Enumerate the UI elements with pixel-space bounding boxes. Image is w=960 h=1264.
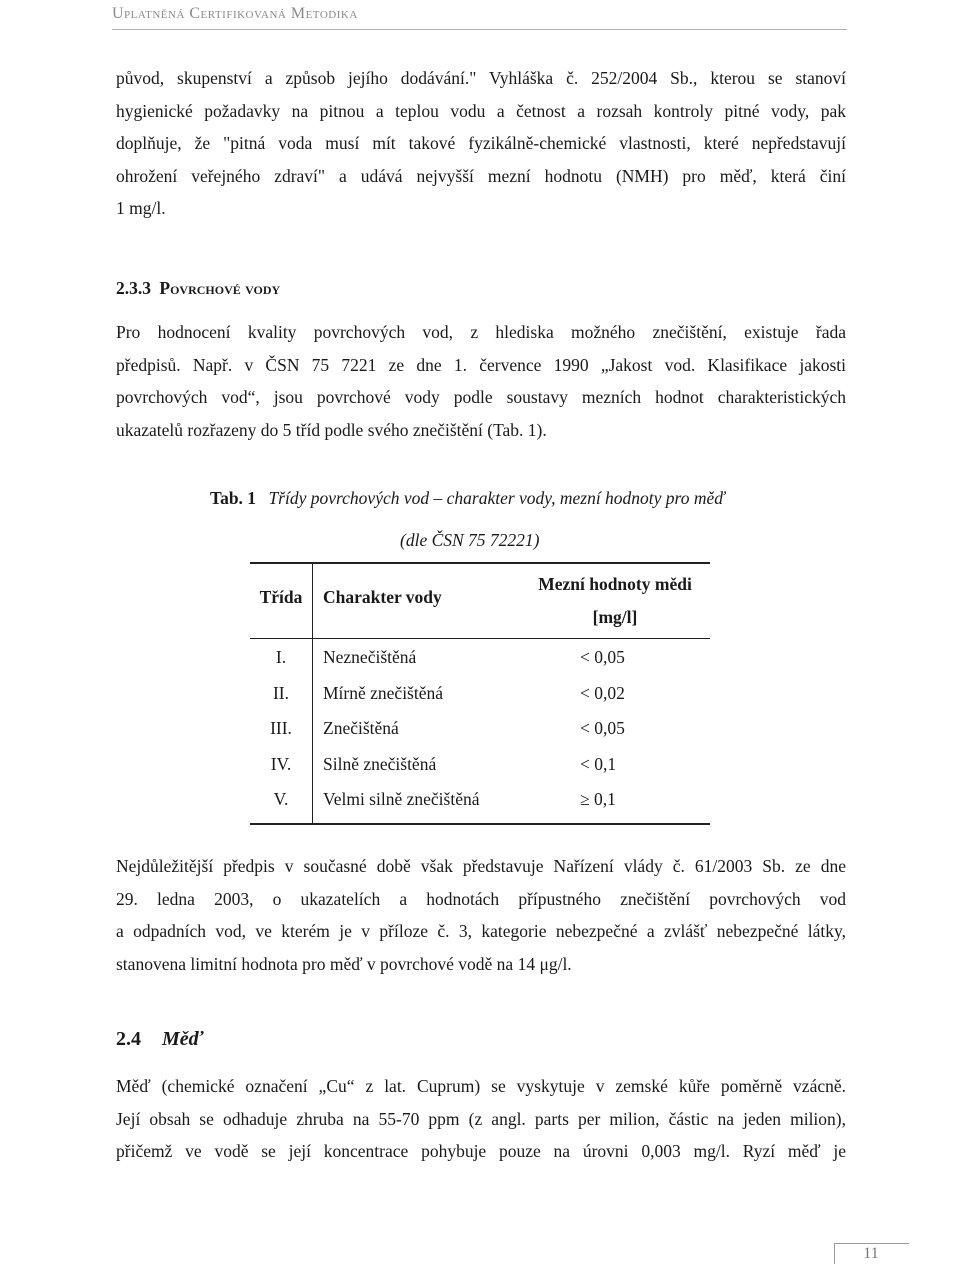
text-line: doplňuje, že "pitná voda musí mít takové fyzikálně-chemické vlastnosti, které nepředstavují (116, 133, 846, 153)
cell-operator: < (580, 718, 590, 738)
running-header (112, 5, 358, 23)
section-heading-2-3-3 (116, 278, 280, 299)
page-number: 11 (863, 1245, 879, 1262)
cell-class: V. (273, 789, 289, 809)
text-line: ukazatelů rozřazeny do 5 tříd podle svého znečištění (Tab. 1). (116, 419, 547, 440)
section-number: 2.3.3 (116, 278, 151, 298)
text-line: 1 mg/l. (116, 198, 166, 218)
cell-character: Velmi silně znečištěná (323, 789, 480, 809)
header-limit-unit: [mg/l] (592, 607, 638, 627)
header-class: Třída (259, 587, 303, 607)
table-row (250, 641, 710, 677)
cell-character: Neznečištěná (323, 647, 417, 667)
text-line: povrchových vod“, jsou povrchové vody podle soustavy mezních hodnot charakteristických (116, 387, 846, 407)
paragraph-4 (116, 1070, 846, 1168)
header-limit-title: Mezní hodnoty mědi (538, 574, 692, 594)
cell-value: 0,05 (594, 718, 625, 738)
text-line: přičemž ve vodě se její koncentrace pohybuje pouze na úrovni 0,003 mg/l. Ryzí měď je (116, 1141, 846, 1161)
table-row (250, 748, 710, 784)
cell-character: Silně znečištěná (323, 753, 437, 774)
text-line: předpisů. Např. v ČSN 75 7221 ze dne 1. července 1990 „Jakost vod. Klasifikace jakosti (116, 354, 846, 375)
text-line: stanovena limitní hodnota pro měď v povrchové vodě na 14 μg/l. (116, 953, 572, 974)
text-line: Nejdůležitější předpis v současné době však představuje Nařízení vlády č. 61/2003 Sb. ze dne (116, 856, 846, 876)
cell-value: 0,1 (593, 789, 616, 809)
paragraph-1 (116, 62, 846, 225)
section-title: Povrchové vody (159, 278, 281, 298)
header-character: Charakter vody (323, 587, 442, 607)
running-header-text: Uplatněná Certifikovaná Metodika (112, 5, 358, 22)
paragraph-3 (116, 850, 846, 980)
cell-character: Znečištěná (323, 718, 399, 738)
cell-limit (520, 647, 710, 668)
text-line: Pro hodnocení kvality povrchových vod, z hlediska možného znečištění, existuje řada (116, 322, 846, 342)
cell-operator: < (580, 647, 590, 667)
text-line: 29. ledna 2003, o ukazatelích a hodnotách přípustného znečištění povrchových vod (116, 888, 846, 909)
cell-limit (520, 683, 710, 704)
table-body (250, 639, 710, 823)
cell-class: I. (275, 647, 287, 667)
table-row (250, 783, 710, 819)
cell-limit (520, 789, 710, 810)
text-line: Měď (chemické označení „Cu“ z lat. Cuprum) se vyskytuje v zemské kůře poměrně vzácně. (116, 1076, 846, 1096)
text-line: Její obsah se odhaduje zhruba na 55-70 ppm (z angl. parts per milion, částic na jeden milion), (116, 1108, 846, 1129)
cell-operator: < (580, 682, 590, 703)
cell-value: 0,1 (594, 753, 617, 774)
section-number: 2.4 (116, 1028, 141, 1050)
cell-class: III. (270, 718, 292, 738)
table-title: Třídy povrchových vod – charakter vody, mezní hodnoty pro měď (268, 488, 725, 508)
text-line: původ, skupenství a způsob jejího dodávání." Vyhláška č. 252/2004 Sb., kterou se stanoví (116, 68, 846, 88)
cell-limit (520, 718, 710, 739)
cell-limit (520, 754, 710, 775)
section-title: Měď (162, 1028, 204, 1050)
cell-character: Mírně znečištěná (323, 682, 444, 703)
table-caption (210, 488, 725, 509)
cell-operator: < (580, 753, 590, 774)
table-source: (dle ČSN 75 72221) (400, 530, 540, 550)
cell-class: II. (272, 682, 290, 703)
section-heading-2-4 (116, 1028, 204, 1051)
text-line: hygienické požadavky na pitnou a teplou vodu a četnost a rozsah kontroly pitné vody, pak (116, 100, 846, 121)
paragraph-2 (116, 316, 846, 446)
text-line: ohrožení veřejného zdraví" a udává nejvyšší mezní hodnotu (NMH) pro měď, která činí (116, 165, 846, 186)
header-rule (112, 29, 847, 30)
cell-operator: ≥ (580, 789, 590, 809)
table-row (250, 712, 710, 748)
table-header-row (250, 564, 710, 639)
header-limit (520, 568, 710, 634)
copper-limits-table (250, 562, 710, 825)
cell-value: 0,05 (594, 647, 625, 667)
table-row (250, 677, 710, 713)
table-label: Tab. 1 (210, 488, 257, 508)
cell-value: 0,02 (594, 682, 625, 703)
cell-class: IV. (270, 753, 292, 774)
text-line: a odpadních vod, ve kterém je v příloze č. 3, kategorie nebezpečné a zvlášť nebezpečné látky, (116, 921, 846, 941)
